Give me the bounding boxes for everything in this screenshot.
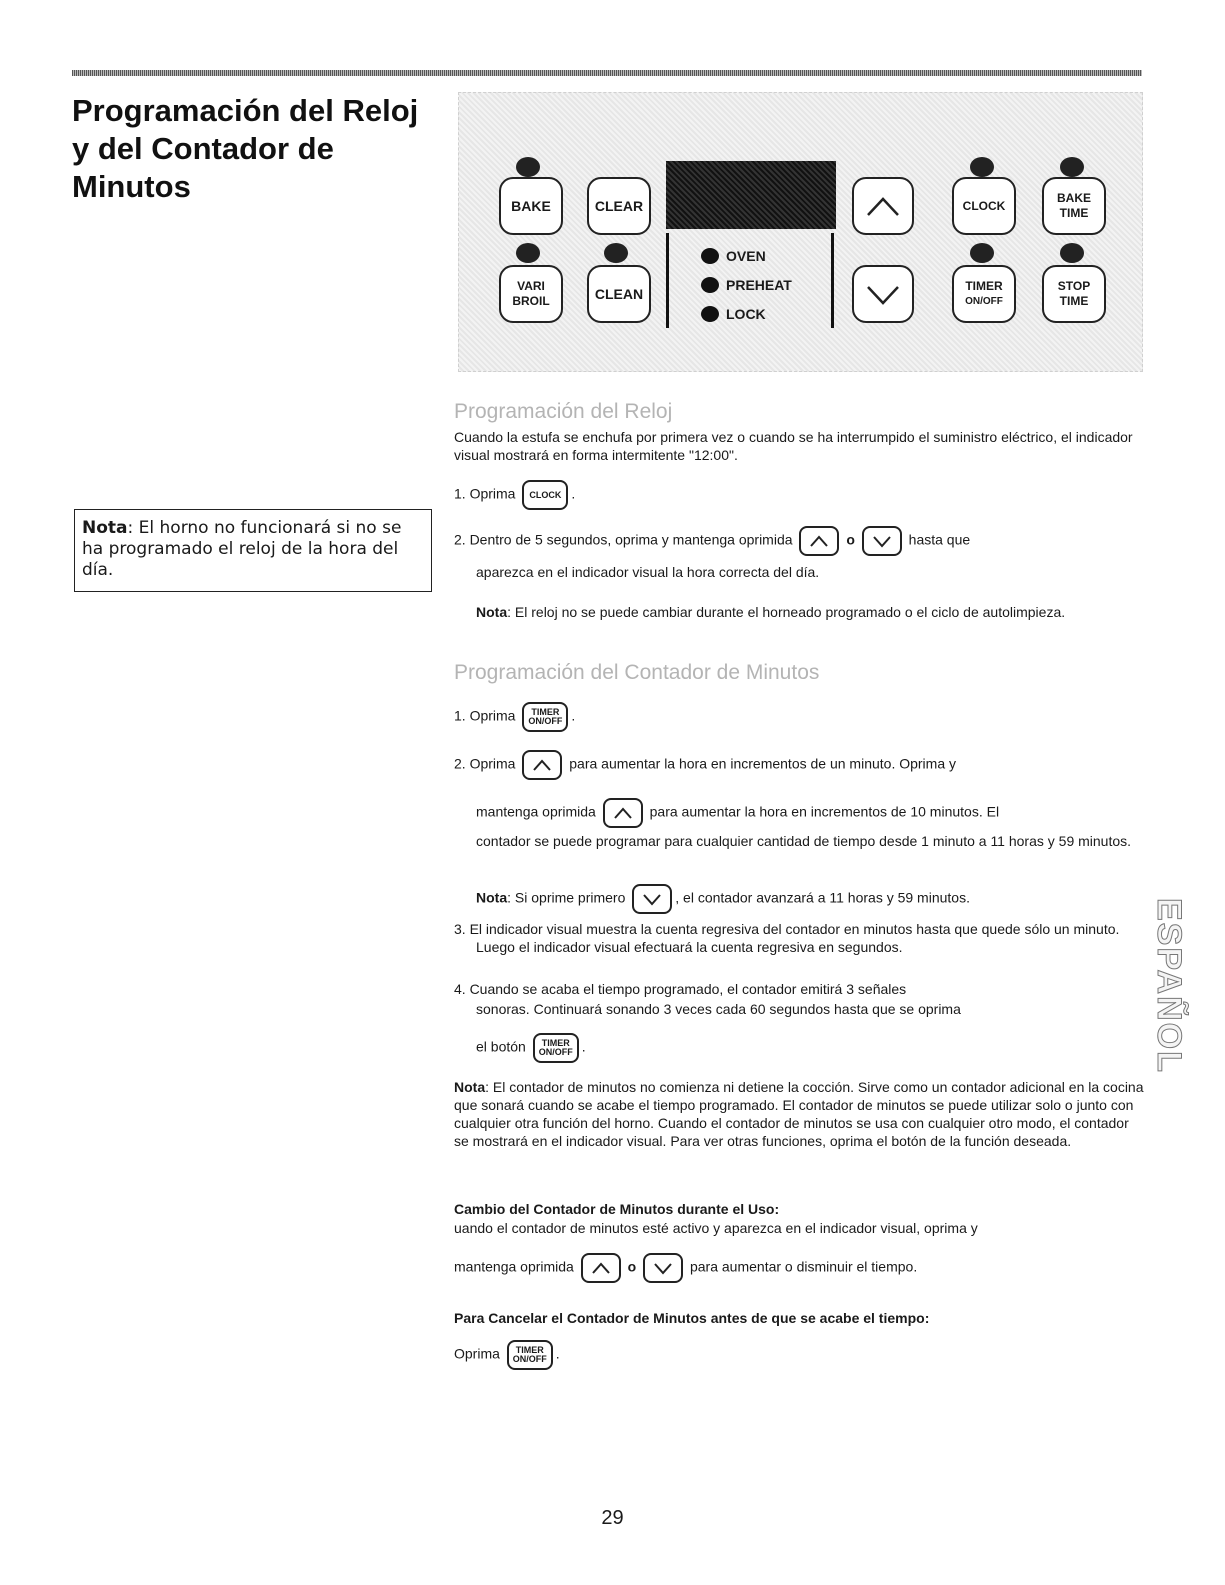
up-arrow-icon	[603, 798, 643, 828]
timer-step4a: 4. Cuando se acaba el tiempo programado, el contador emitirá 3 señales	[454, 981, 907, 997]
vari-broil-key: VARI BROIL	[499, 265, 563, 323]
led-indicator	[516, 157, 540, 177]
page-title: Programación del Reloj y del Contador de Minutos	[72, 93, 419, 204]
timer-key-icon: TIMER ON/OFF	[507, 1340, 553, 1370]
timer-key: TIMER ON/OFF	[952, 265, 1016, 323]
clock-step2: 2. Dentro de 5 segundos, oprima y mantenga oprimida o hasta que	[454, 526, 1134, 556]
cancel-instruction: Oprima TIMER ON/OFF .	[454, 1340, 560, 1370]
chevron-up-icon	[854, 179, 912, 233]
oven-indicator: OVEN	[701, 248, 766, 264]
side-note-label: Nota	[82, 518, 128, 538]
timer-step1: 1. Oprima TIMER ON/OFF .	[454, 702, 575, 732]
clock-key-icon: CLOCK	[522, 480, 568, 510]
divider	[831, 233, 834, 328]
bake-time-key: BAKE TIME	[1042, 177, 1106, 235]
change-line2: mantenga oprimida o para aumentar o disminuir el tiempo.	[454, 1253, 917, 1283]
clock-section-heading: Programación del Reloj	[454, 400, 673, 423]
clock-key: CLOCK	[952, 177, 1016, 235]
down-arrow-icon	[862, 526, 902, 556]
timer-key-icon: TIMER ON/OFF	[522, 702, 568, 732]
timer-step2c: contador se puede programar para cualquier cantidad de tiempo desde 1 minuto a 11 horas y 59 minutos.	[476, 833, 1132, 849]
timer-key-icon: TIMER ON/OFF	[533, 1033, 579, 1063]
divider	[666, 233, 669, 328]
timer-step4c: el botón TIMER ON/OFF .	[476, 1033, 586, 1063]
timer-step4b: sonoras. Continuará sonando 3 veces cada 60 segundos hasta que se oprima	[476, 1001, 961, 1017]
display-screen	[666, 161, 836, 229]
up-arrow-key	[852, 177, 914, 235]
up-arrow-icon	[522, 750, 562, 780]
change-heading: Cambio del Contador de Minutos durante el Uso:	[454, 1201, 780, 1217]
timer-note: Nota: Si oprime primero , el contador avanzará a 11 horas y 59 minutos.	[476, 884, 1136, 914]
side-note	[74, 509, 432, 592]
led-indicator	[1060, 157, 1084, 177]
stop-time-key: STOP TIME	[1042, 265, 1106, 323]
timer-step2: 2. Oprima para aumentar la hora en incrementos de un minuto. Oprima y	[454, 750, 1134, 780]
timer-final-note: Nota: El contador de minutos no comienza ni detiene la cocción. Sirve como un contador adicional en la cocina que sonará cuando se acabe el tiempo programado. El contador de minutos se puede utilizar solo o junto con cualquier otra función del horno. Cuando el contador de minutos se usa con cualquier otro modo, el contador se mostrará en el indicador visual. Para ver otras funciones, oprima el botón de la función deseada.	[454, 1079, 1144, 1149]
down-arrow-key	[852, 265, 914, 323]
lock-indicator: LOCK	[701, 306, 766, 322]
down-arrow-icon	[632, 884, 672, 914]
up-arrow-icon	[799, 526, 839, 556]
up-arrow-icon	[581, 1253, 621, 1283]
led-indicator	[1060, 243, 1084, 263]
led-indicator	[970, 157, 994, 177]
timer-step3: 3. El indicador visual muestra la cuenta regresiva del contador en minutos hasta que quede sólo un minuto. Luego el indicador visual efectuará la cuenta regresiva en segundos.	[454, 921, 1120, 955]
page-number: 29	[601, 1507, 624, 1529]
clock-note: Nota: El reloj no se puede cambiar durante el horneado programado o el ciclo de autolimpieza.	[476, 604, 1066, 620]
timer-section-heading: Programación del Contador de Minutos	[454, 661, 820, 684]
change-line1: uando el contador de minutos esté activo y aparezca en el indicador visual, oprima y	[454, 1220, 978, 1236]
clock-step1: 1. Oprima CLOCK .	[454, 480, 575, 510]
preheat-indicator: PREHEAT	[701, 277, 792, 293]
led-indicator	[970, 243, 994, 263]
clean-key: CLEAN	[587, 265, 651, 323]
down-arrow-icon	[643, 1253, 683, 1283]
led-indicator	[604, 243, 628, 263]
chevron-down-icon	[854, 267, 912, 321]
side-note-text: : El horno no funcionará si no se ha programado el reloj de la hora del día.	[82, 518, 402, 580]
clear-key: CLEAR	[587, 177, 651, 235]
timer-step2b: mantenga oprimida para aumentar la hora en incrementos de 10 minutos. El	[476, 798, 1136, 828]
clock-intro: Cuando la estufa se enchufa por primera vez o cuando se ha interrumpido el suministro eléctrico, el indicador visual mostrará en forma intermitente "12:00".	[454, 429, 1133, 463]
led-indicator	[516, 243, 540, 263]
top-rule	[72, 70, 1142, 76]
cancel-heading: Para Cancelar el Contador de Minutos antes de que se acabe el tiempo:	[454, 1310, 930, 1326]
clock-step2-cont: aparezca en el indicador visual la hora correcta del día.	[476, 564, 820, 580]
bake-key: BAKE	[499, 177, 563, 235]
language-tab: ESPAÑOL	[1150, 898, 1188, 1074]
control-panel	[458, 92, 1143, 372]
